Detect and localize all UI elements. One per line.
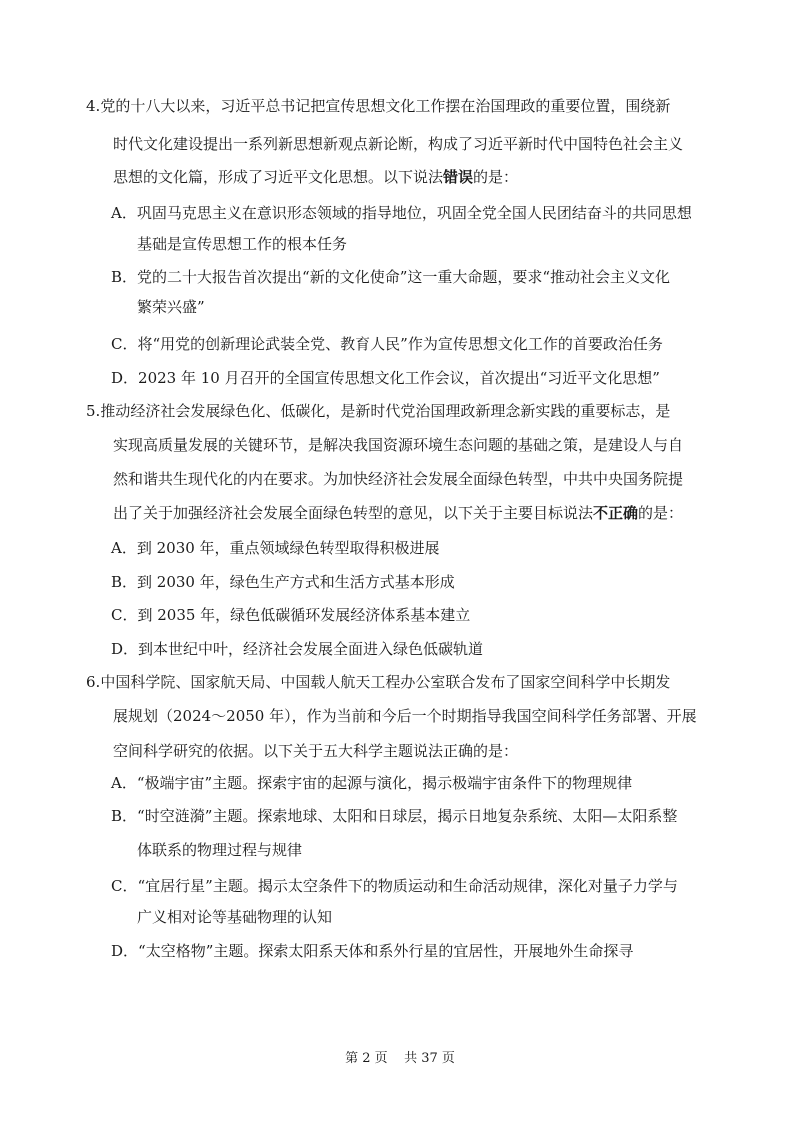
option-a: A．“极端宇宙”主题。探索宇宙的起源与演化，揭示极端宇宙条件下的物理规律: [111, 774, 633, 792]
question-stem-line: 展规划（2024～2050 年），作为当前和今后一个时期指导我国空间科学任务部署、开展: [113, 707, 697, 725]
option-c: C．到 2035 年，绿色低碳循环发展经济体系基本建立: [111, 606, 471, 624]
option-b-continued: 繁荣兴盛”: [137, 298, 205, 316]
option-d: D．“太空格物”主题。探索太阳系天体和系外行星的宜居性，开展地外生命探寻: [111, 942, 634, 960]
option-c: C．将“用党的创新理论武装全党、教育人民”作为宣传思想文化工作的首要政治任务: [111, 335, 663, 353]
question-stem-line: 时代文化建设提出一系列新思想新观点新论断，构成了习近平新时代中国特色社会主义: [113, 135, 684, 153]
question-stem-line: [86, 96, 670, 116]
option-c-continued: 广义相对论等基础物理的认知: [137, 908, 333, 926]
question-stem-line: 空间科学研究的依据。以下关于五大科学主题说法正确的是：: [113, 742, 519, 760]
question-number: 4.: [86, 97, 101, 115]
question-text: 思想的文化篇，形成了习近平文化思想。以下说法: [113, 168, 444, 186]
emphasis-text: 不正确: [593, 504, 639, 522]
emphasis-text: 错误: [443, 168, 474, 186]
option-d: D．2023 年 10 月召开的全国宣传思想文化工作会议，首次提出“习近平文化思想”: [111, 369, 660, 387]
question-text: 出了关于加强经济社会发展全面绿色转型的意见，以下关于主要目标说法: [113, 504, 594, 522]
question-number: 5.: [86, 402, 101, 420]
question-text: 的是：: [638, 504, 684, 522]
option-b: B．党的二十大报告首次提出“新的文化使命”这一重大命题，要求“推动社会主义文化: [111, 268, 671, 286]
option-d: D．到本世纪中叶，经济社会发展全面进入绿色低碳轨道: [111, 640, 484, 658]
question-stem-line: [86, 401, 670, 421]
question-text: 中国科学院、国家航天局、中国载人航天工程办公室联合发布了国家空间科学中长期发: [100, 673, 671, 691]
question-stem-line: 实现高质量发展的关键环节，是解决我国资源环境生态问题的基础之策，是建设人与自: [113, 436, 684, 454]
option-a: A．到 2030 年，重点领域绿色转型取得积极进展: [111, 539, 440, 557]
option-a-continued: 基础是宣传思想工作的根本任务: [137, 235, 348, 253]
question-stem-line: [113, 167, 518, 187]
question-text: 党的十八大以来，习近平总书记把宣传思想文化工作摆在治国理政的重要位置，围绕新: [100, 97, 671, 115]
option-b-continued: 体联系的物理过程与规律: [137, 841, 303, 859]
question-stem-line: 然和谐共生现代化的内在要求。为加快经济社会发展全面绿色转型，中共中央国务院提: [113, 470, 684, 488]
page-footer: 第 2 页 共 37 页: [345, 1051, 455, 1066]
question-text: 推动经济社会发展绿色化、低碳化，是新时代党治国理政新理念新实践的重要标志，是: [100, 402, 671, 420]
option-c: C．“宜居行星”主题。揭示太空条件下的物质运动和生命活动规律，深化对量子力学与: [111, 877, 678, 895]
question-text: 的是：: [473, 168, 519, 186]
option-b: B．到 2030 年，绿色生产方式和生活方式基本形成: [111, 573, 455, 591]
option-a: A．巩固马克思主义在意识形态领域的指导地位，巩固全党全国人民团结奋斗的共同思想: [111, 204, 692, 222]
question-stem-line: [86, 672, 670, 692]
option-b: B．“时空涟漪”主题。探索地球、太阳和日球层，揭示日地复杂系统、太阳—太阳系整: [111, 807, 678, 825]
question-stem-line: [113, 503, 683, 523]
question-number: 6.: [86, 673, 101, 691]
